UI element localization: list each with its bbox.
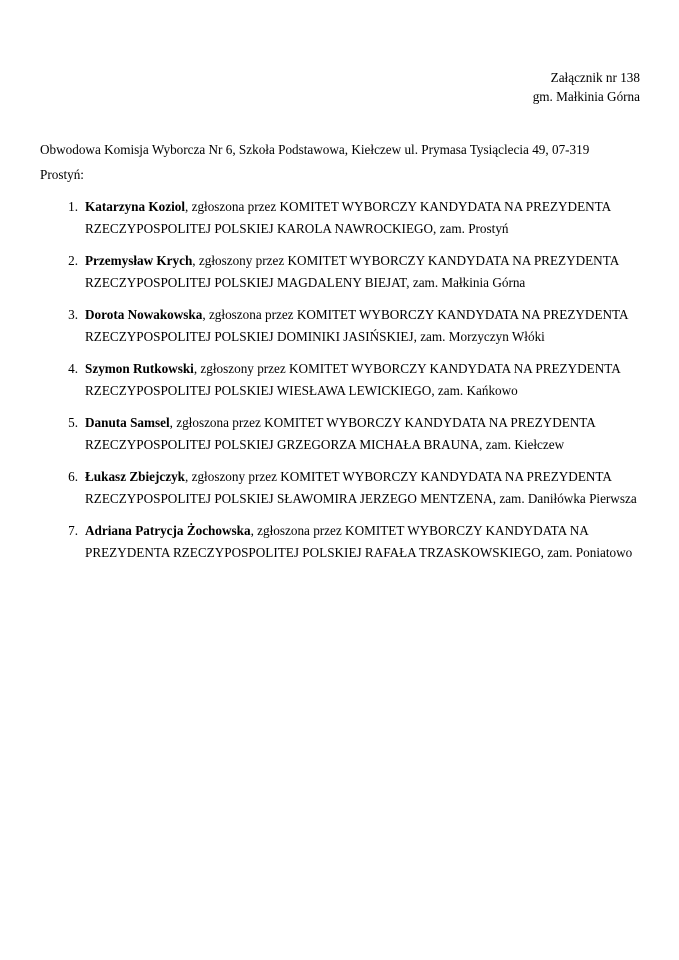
list-item xyxy=(40,412,640,456)
municipality-name: gm. Małkinia Górna xyxy=(532,89,640,104)
list-item xyxy=(40,358,640,402)
commission-members-list xyxy=(40,196,640,564)
attachment-number: Załącznik nr 138 xyxy=(550,70,640,85)
list-item-number: 1. xyxy=(68,199,78,214)
member-details: , zgłoszona przez KOMITET WYBORCZY KANDYDATA NA PREZYDENTA RZECZYPOSPOLITEJ POLSKIEJ RAFAŁA TRZASKOWSKIEGO, zam. Poniatowo xyxy=(85,523,633,560)
list-item-number: 2. xyxy=(68,253,78,268)
member-name: Przemysław Krych xyxy=(85,253,193,268)
member-details: , zgłoszona przez KOMITET WYBORCZY KANDYDATA NA PREZYDENTA RZECZYPOSPOLITEJ POLSKIEJ KAROLA NAWROCKIEGO, zam. Prostyń xyxy=(85,199,611,236)
list-item xyxy=(40,520,640,564)
commission-intro-paragraph: Obwodowa Komisja Wyborcza Nr 6, Szkoła Podstawowa, Kiełczew ul. Prymasa Tysiąclecia 49, 07-319 Prostyń: xyxy=(40,142,590,183)
list-item-number: 5. xyxy=(68,415,78,430)
member-details: , zgłoszony przez KOMITET WYBORCZY KANDYDATA NA PREZYDENTA RZECZYPOSPOLITEJ POLSKIEJ MAGDALENY BIEJAT, zam. Małkinia Górna xyxy=(85,253,619,290)
member-details: , zgłoszona przez KOMITET WYBORCZY KANDYDATA NA PREZYDENTA RZECZYPOSPOLITEJ POLSKIEJ GRZEGORZA MICHAŁA BRAUNA, zam. Kiełczew xyxy=(85,415,596,452)
member-details: , zgłoszona przez KOMITET WYBORCZY KANDYDATA NA PREZYDENTA RZECZYPOSPOLITEJ POLSKIEJ DOMINIKI JASIŃSKIEJ, zam. Morzyczyn Włóki xyxy=(85,307,628,344)
member-details: , zgłoszony przez KOMITET WYBORCZY KANDYDATA NA PREZYDENTA RZECZYPOSPOLITEJ POLSKIEJ WIESŁAWA LEWICKIEGO, zam. Kańkowo xyxy=(85,361,621,398)
list-item-number: 6. xyxy=(68,469,78,484)
list-item xyxy=(40,466,640,510)
member-name: Łukasz Zbiejczyk xyxy=(85,469,186,484)
member-name: Danuta Samsel xyxy=(85,415,170,430)
member-name: Katarzyna Koziol xyxy=(85,199,185,214)
list-item xyxy=(40,250,640,294)
member-details: , zgłoszony przez KOMITET WYBORCZY KANDYDATA NA PREZYDENTA RZECZYPOSPOLITEJ POLSKIEJ SŁAWOMIRA JERZEGO MENTZENA, zam. Daniłówka Pierwsza xyxy=(85,469,637,506)
document-header-block xyxy=(533,68,640,106)
list-item xyxy=(40,304,640,348)
list-item-number: 3. xyxy=(68,307,78,322)
list-item-number: 4. xyxy=(68,361,78,376)
list-item-number: 7. xyxy=(68,523,78,538)
member-name: Dorota Nowakowska xyxy=(85,307,203,322)
list-item xyxy=(40,196,640,240)
member-name: Adriana Patrycja Żochowska xyxy=(85,523,251,538)
member-name: Szymon Rutkowski xyxy=(85,361,194,376)
